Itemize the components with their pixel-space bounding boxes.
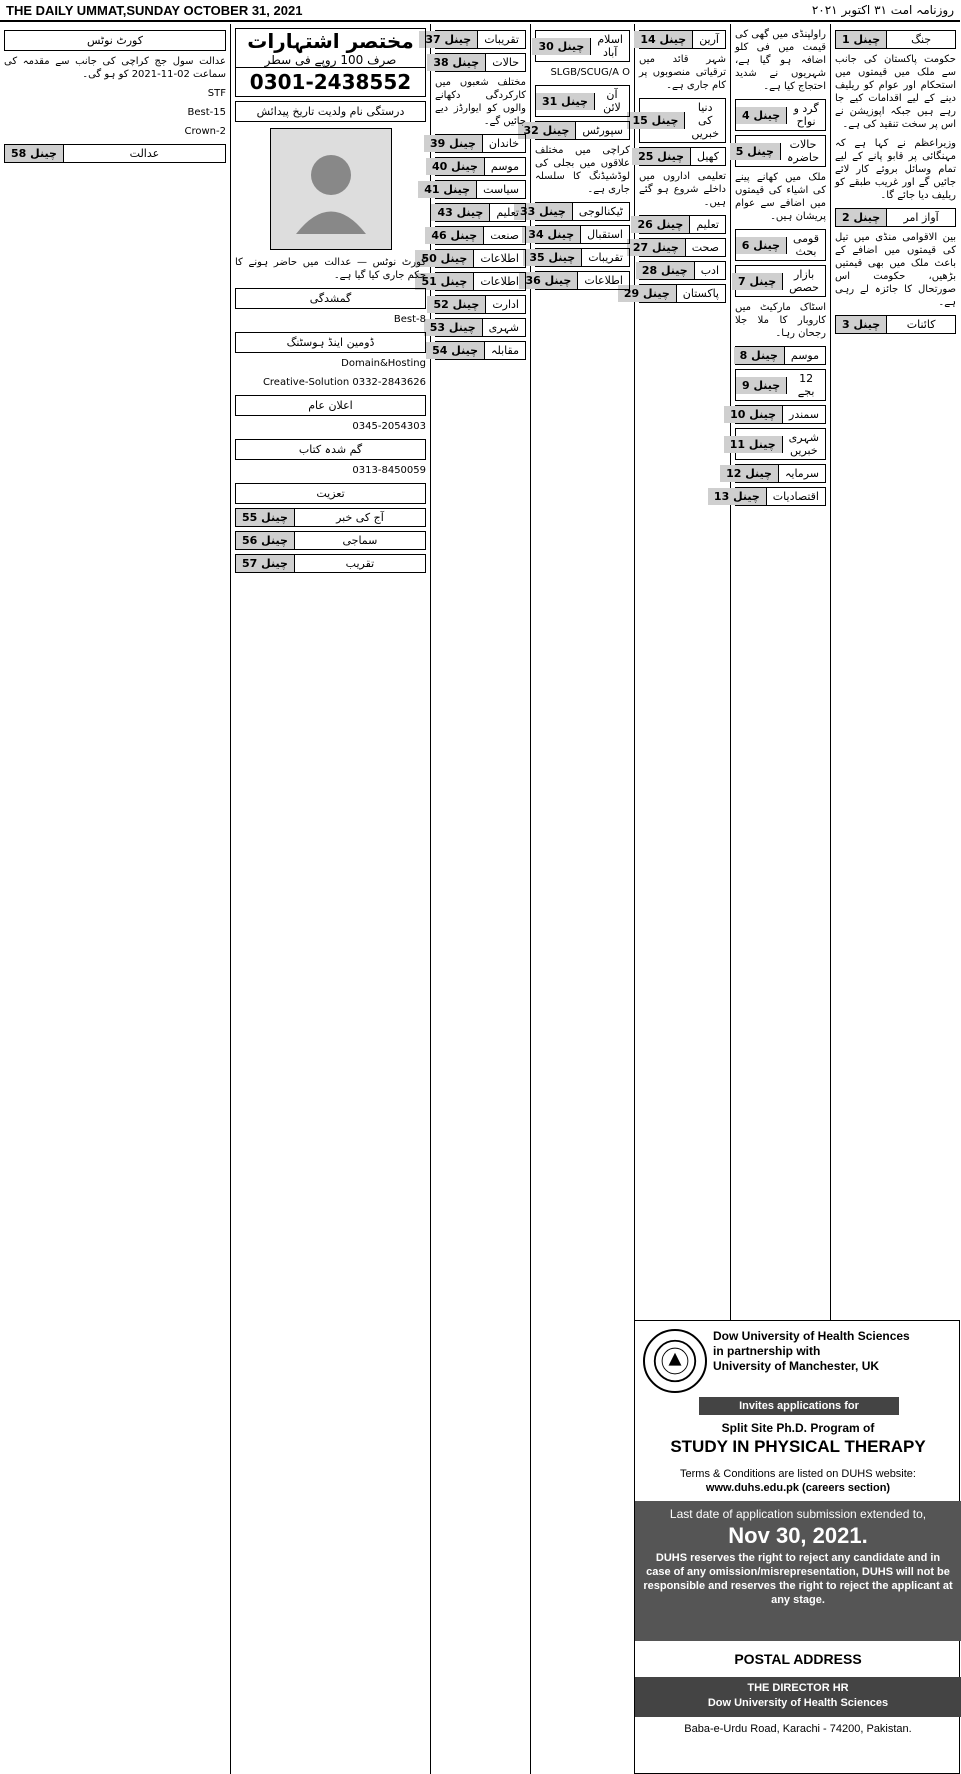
article-text: راولپنڈی میں گھی کی قیمت میں فی کلو اضافہ ہو گیا ہے، شہریوں نے شدید احتجاج کیا ہے۔ bbox=[735, 29, 826, 92]
classified-rate: صرف 100 روپے فی سطر bbox=[264, 53, 397, 67]
duhs-advertisement bbox=[634, 1320, 960, 1774]
notice-heading: درستگی نام ولدیت تاریخ پیدائش bbox=[235, 101, 426, 122]
channel-chip: خاندان چینل 39 bbox=[435, 134, 526, 153]
notice-heading: تعزیت bbox=[235, 483, 426, 504]
channel-chip: سرمایہ چینل 12 bbox=[735, 464, 826, 483]
notice-text: 0332-2843626 Creative-Solution bbox=[262, 377, 426, 388]
column-4 bbox=[519, 24, 634, 1774]
notice-heading: اعلان عام bbox=[235, 395, 426, 416]
channel-chip: اطلاعات چینل 50 bbox=[435, 249, 526, 268]
postal-address-heading: POSTAL ADDRESS bbox=[734, 1651, 862, 1667]
channel-chip: ادب چینل 28 bbox=[639, 261, 726, 280]
article-text: مختلف شعبوں میں کارکردگی دکھانے والوں کو ایوارڈز دیے جائیں گے۔ bbox=[435, 77, 526, 127]
channel-chip: شہری چینل 53 bbox=[435, 318, 526, 337]
organization-name: Dow University of Health Sciences in partnership with University of Manchester, UK bbox=[713, 1329, 910, 1373]
notice-text: 0313-8450059 bbox=[352, 465, 426, 476]
notice-heading: گمشدگی bbox=[235, 288, 426, 309]
person-icon bbox=[281, 139, 381, 239]
channel-chip: آرین چینل 14 bbox=[639, 30, 726, 49]
channel-chip: موسم چینل 40 bbox=[435, 157, 526, 176]
column-6 bbox=[230, 24, 430, 1774]
channel-chip: تعلیم چینل 43 bbox=[435, 203, 526, 222]
channel-chip: استقبال چینل 34 bbox=[535, 225, 630, 244]
channel-chip: کائنات چینل 3 bbox=[835, 315, 956, 334]
postal-address: Baba-e-Urdu Road, Karachi - 74200, Pakistan. bbox=[684, 1723, 912, 1735]
channel-chip: عدالت چینل 58 bbox=[4, 144, 226, 163]
program-line-1: Split Site Ph.D. Program of bbox=[721, 1421, 875, 1435]
channel-chip: تقریب چینل 57 bbox=[235, 554, 426, 573]
court-notice-text: عدالت سول جج کراچی کی جانب سے مقدمہ کی سماعت 02-11-2021 کو ہو گی۔ bbox=[4, 56, 226, 80]
director-box: THE DIRECTOR HR Dow University of Health Sciences bbox=[635, 1677, 961, 1717]
channel-chip: اطلاعات چینل 51 bbox=[435, 272, 526, 291]
channel-chip: آن لائن چینل 31 bbox=[535, 85, 630, 117]
article-text: وزیراعظم نے کہا ہے کہ مہنگائی پر قابو پانے کے لیے تمام وسائل بروئے کار لائے جائیں گے اور غریب طبقے کو ریلیف دیا جائے گا۔ bbox=[835, 138, 956, 201]
duhs-logo-icon bbox=[643, 1329, 707, 1393]
notice-text: Domain&Hosting bbox=[341, 358, 426, 369]
article-text: ملک میں کھانے پینے کی اشیاء کی قیمتوں میں اضافے سے عوام پریشان ہیں۔ bbox=[735, 172, 826, 222]
court-notice-text: Crown-2 bbox=[184, 126, 226, 137]
channel-chip: بازار حصص چینل 7 bbox=[735, 265, 826, 297]
channel-chip: گرد و نواح چینل 4 bbox=[735, 99, 826, 131]
channel-chip: ٹیکنالوجی چینل 33 bbox=[535, 202, 630, 221]
column-7 bbox=[0, 24, 230, 1774]
classified-title: مختصر اشتہارات bbox=[247, 29, 414, 53]
channel-chip: صنعت چینل 46 bbox=[435, 226, 526, 245]
channel-chip: اطلاعات چینل 36 bbox=[535, 271, 630, 290]
channel-chip: سماجی چینل 56 bbox=[235, 531, 426, 550]
newspaper-page bbox=[0, 24, 960, 1774]
channel-chip: کھیل چینل 25 bbox=[639, 147, 726, 166]
article-text: تعلیمی اداروں میں داخلے شروع ہو گئے ہیں۔ bbox=[639, 171, 726, 208]
newspaper-dateline-urdu: روزنامہ امت ۳۱ اکتوبر ۲۰۲۱ bbox=[811, 3, 954, 17]
notice-text: Best-8 bbox=[393, 314, 426, 325]
channel-chip: قومی بحث چینل 6 bbox=[735, 229, 826, 261]
channel-chip: آج کی خبر چینل 55 bbox=[235, 508, 426, 527]
channel-chip: 12 بجے چینل 9 bbox=[735, 369, 826, 401]
court-notice-text: Best-15 bbox=[187, 107, 226, 118]
channel-chip: تقریبات چینل 35 bbox=[535, 248, 630, 267]
channel-chip: صحت چینل 27 bbox=[639, 238, 726, 257]
channel-chip: آواز امر چینل 2 bbox=[835, 208, 956, 227]
channel-chip: ادارت چینل 52 bbox=[435, 295, 526, 314]
channel-chip: سمندر چینل 10 bbox=[735, 405, 826, 424]
deadline-note: DUHS reserves the right to reject any candidate and in case of any omission/misrepresentation, DUHS will not be responsible and reserves the right to reject the applicant at any stage. bbox=[643, 1552, 953, 1606]
article-text: حکومت پاکستان کی جانب سے ملک میں قیمتوں میں استحکام اور عوام کو ریلیف دینے کے لیے اقدامات کیے جا رہے ہیں جبکہ اپوزیشن نے اس پر سخت تنقید کی ہے۔ bbox=[835, 54, 956, 130]
notice-heading: کورٹ نوٹس bbox=[4, 30, 226, 51]
notice-text: 0345-2054303 bbox=[352, 421, 426, 432]
newspaper-dateline-english: THE DAILY UMMAT,SUNDAY OCTOBER 31, 2021 bbox=[6, 2, 303, 18]
notice-heading: گم شدہ کتاب bbox=[235, 439, 426, 460]
deadline-date: Nov 30, 2021. bbox=[728, 1523, 868, 1548]
channel-chip: سیاست چینل 41 bbox=[435, 180, 526, 199]
court-notice-text: STF bbox=[207, 88, 226, 99]
channel-chip: حالات حاضرہ چینل 5 bbox=[735, 135, 826, 167]
column-5 bbox=[421, 24, 530, 1774]
classified-phone: 0301-2438552 bbox=[236, 67, 425, 96]
notice-heading: ڈومین اینڈ ہوسٹنگ bbox=[235, 332, 426, 353]
portrait-photo bbox=[270, 128, 392, 250]
channel-chip: دنیا کی خبریں چینل 15 bbox=[639, 98, 726, 143]
channel-chip: شہری خبریں چینل 11 bbox=[735, 428, 826, 460]
invites-banner: Invites applications for bbox=[699, 1397, 899, 1415]
article-text: SLGB/SCUG/A O bbox=[550, 67, 630, 78]
article-text: بین الاقوامی منڈی میں تیل کی قیمتوں میں اضافے کے باعث ملک میں بھی قیمتیں بڑھیں، حکومت اس صورتحال کا جائزہ لے رہی ہے۔ bbox=[835, 232, 956, 308]
channel-chip: پاکستان چینل 29 bbox=[639, 284, 726, 303]
column-3 bbox=[623, 24, 730, 1344]
article-text: اسٹاک مارکیٹ میں کاروبار کا ملا جلا رجحان رہا۔ bbox=[735, 302, 826, 339]
channel-chip: مقابلہ چینل 54 bbox=[435, 341, 526, 360]
page-header bbox=[0, 0, 960, 22]
channel-chip: جنگ چینل 1 bbox=[835, 30, 956, 49]
channel-chip: تعلیم چینل 26 bbox=[639, 215, 726, 234]
classified-ad-box bbox=[235, 28, 426, 97]
channel-chip: اسلام آباد چینل 30 bbox=[535, 30, 630, 62]
program-title: STUDY IN PHYSICAL THERAPY bbox=[670, 1437, 926, 1456]
terms-text: Terms & Conditions are listed on DUHS website: www.duhs.edu.pk (careers section) bbox=[680, 1468, 916, 1494]
channel-chip: سپورٹس چینل 32 bbox=[535, 121, 630, 140]
notice-text: کورٹ نوٹس — عدالت میں حاضر ہونے کا حکم جاری کیا گیا ہے۔ bbox=[235, 257, 426, 281]
channel-chip: تقریبات چینل 37 bbox=[435, 30, 526, 49]
channel-chip: اقتصادیات چینل 13 bbox=[735, 487, 826, 506]
deadline-box: Last date of application submission extended to, Nov 30, 2021. DUHS reserves the right to reject any candidate and in case of any omission/misrepresentation, DUHS will not be responsible and reserves the right to reject the applicant at any stage. bbox=[635, 1501, 961, 1641]
article-text: شہر قائد میں ترقیاتی منصوبوں پر کام جاری ہے۔ bbox=[639, 54, 726, 91]
channel-chip: حالات چینل 38 bbox=[435, 53, 526, 72]
channel-chip: موسم چینل 8 bbox=[735, 346, 826, 365]
article-text: کراچی میں مختلف علاقوں میں بجلی کی لوڈشیڈنگ کا سلسلہ جاری ہے۔ bbox=[535, 145, 630, 195]
